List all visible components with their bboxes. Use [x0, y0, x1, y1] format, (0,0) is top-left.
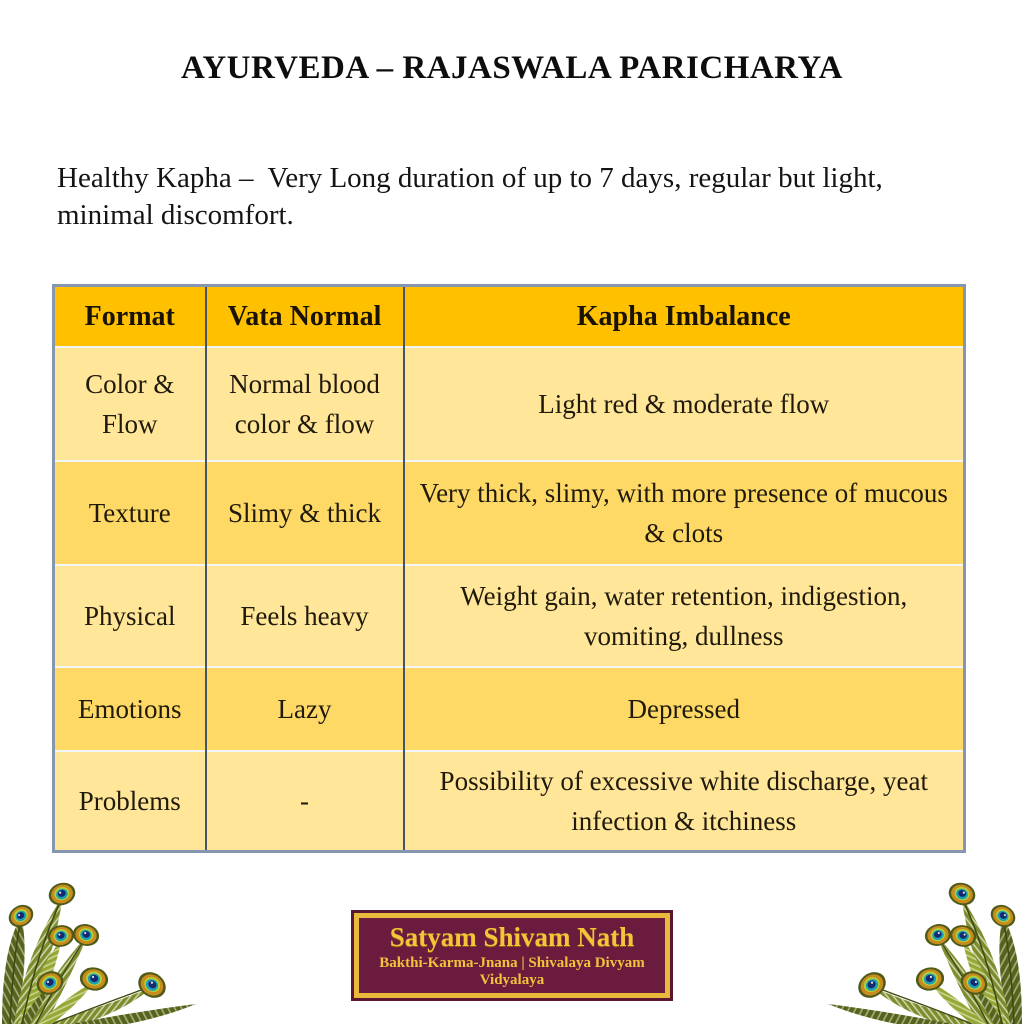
comparison-table	[52, 284, 966, 853]
brand-title: Satyam Shivam Nath	[389, 921, 635, 952]
peacock-feather-icon	[0, 856, 205, 1024]
cell-kapha-imbalance: Light red & moderate flow	[404, 347, 965, 461]
cell-format: Texture	[54, 461, 206, 565]
cell-vata-normal: Lazy	[206, 667, 404, 751]
cell-format: Emotions	[54, 667, 206, 751]
cell-vata-normal: Normal blood color & flow	[206, 347, 404, 461]
cell-format: Problems	[54, 751, 206, 852]
cell-kapha-imbalance: Very thick, slimy, with more presence of mucous & clots	[404, 461, 965, 565]
table-row	[54, 751, 965, 852]
peacock-feather-icon	[819, 856, 1024, 1024]
intro-text: Healthy Kapha – Very Long duration of up to 7 days, regular but light, minimal discomfort.	[57, 162, 891, 232]
page-title: AYURVEDA – RAJASWALA PARICHARYA	[181, 50, 843, 86]
table-row	[54, 461, 965, 565]
cell-vata-normal: Feels heavy	[206, 565, 404, 667]
table-row	[54, 347, 965, 461]
table-row	[54, 565, 965, 667]
comparison-table-container	[52, 284, 966, 853]
cell-vata-normal: Slimy & thick	[206, 461, 404, 565]
brand-subtitle: Bakthi-Karma-Jnana | Shivalaya Divyam Vidyalaya	[379, 955, 645, 988]
column-header-vata-normal: Vata Normal	[206, 286, 404, 348]
brand-banner	[354, 913, 670, 998]
cell-kapha-imbalance: Possibility of excessive white discharge, yeat infection & itchiness	[404, 751, 965, 852]
cell-format: Color & Flow	[54, 347, 206, 461]
cell-format: Physical	[54, 565, 206, 667]
column-header-format: Format	[54, 286, 206, 348]
table-header-row	[54, 286, 965, 348]
cell-kapha-imbalance: Depressed	[404, 667, 965, 751]
table-row	[54, 667, 965, 751]
column-header-kapha-imbalance: Kapha Imbalance	[404, 286, 965, 348]
cell-vata-normal: -	[206, 751, 404, 852]
cell-kapha-imbalance: Weight gain, water retention, indigestion, vomiting, dullness	[404, 565, 965, 667]
